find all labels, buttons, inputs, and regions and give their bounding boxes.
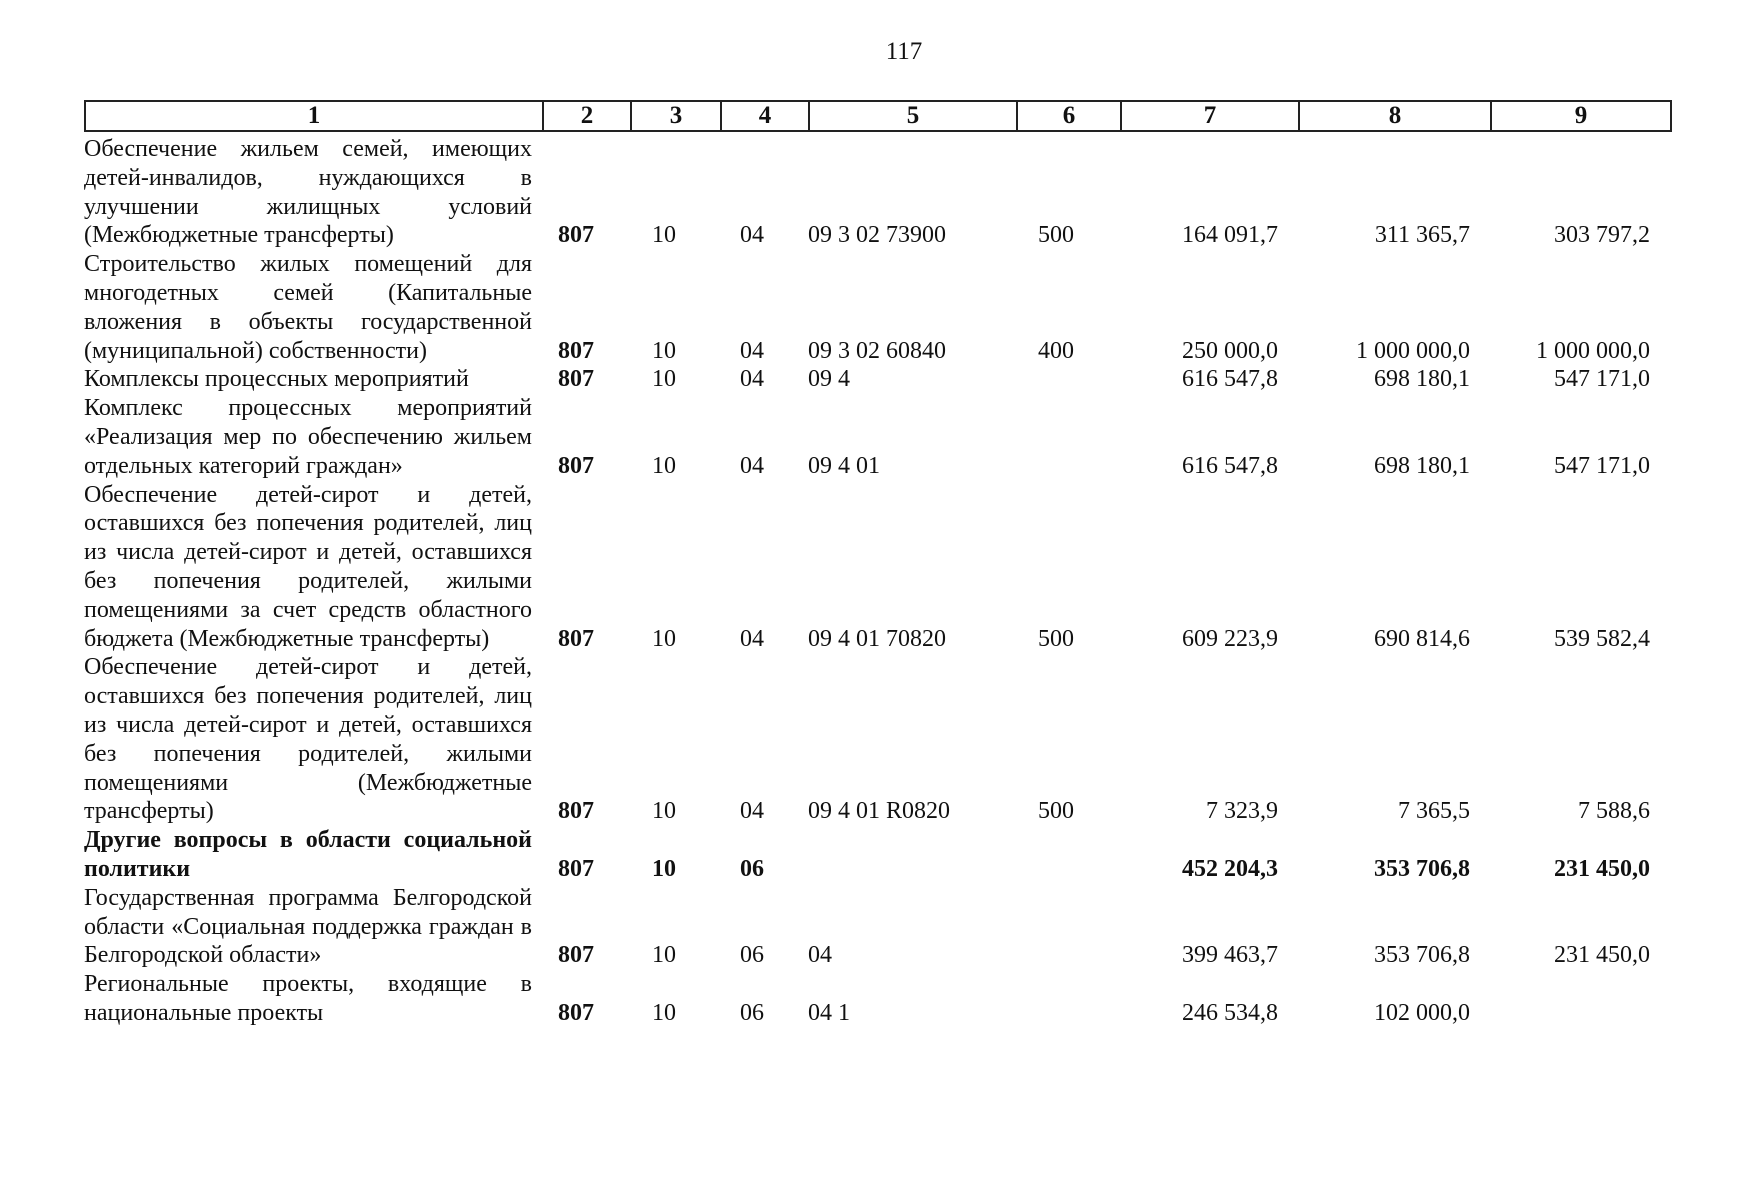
budget-table-body [84,135,1674,1028]
cell-ministry-code: 807 [558,999,594,1026]
cell-section: 10 [652,452,676,479]
cell-subsection: 04 [740,798,764,825]
cell-expense-type: 500 [1038,625,1074,652]
cell-amount-col9: 231 450,0 [1554,942,1650,969]
cell-amount-col7: 164 091,7 [1182,222,1278,249]
cell-target-article: 04 [808,942,832,969]
header-col-5: 5 [809,101,1017,131]
cell-expense-type: 500 [1038,798,1074,825]
cell-amount-col8: 698 180,1 [1374,452,1470,479]
table-row [84,135,1674,250]
cell-target-article: 04 1 [808,999,850,1026]
cell-amount-col7: 246 534,8 [1182,999,1278,1026]
cell-expense-type: 500 [1038,222,1074,249]
header-col-7: 7 [1121,101,1299,131]
cell-target-article: 09 4 01 [808,452,880,479]
column-header-table [84,100,1672,132]
cell-amount-col9: 303 797,2 [1554,222,1650,249]
cell-amount-col9: 547 171,0 [1554,452,1650,479]
table-row [84,481,1674,654]
cell-section: 10 [652,337,676,364]
header-col-4: 4 [721,101,809,131]
cell-expense-type: 400 [1038,337,1074,364]
cell-subsection: 04 [740,625,764,652]
cell-subsection: 06 [740,942,764,969]
cell-subsection: 04 [740,452,764,479]
cell-section: 10 [652,798,676,825]
cell-amount-col9: 7 588,6 [1578,798,1650,825]
table-row [84,884,1674,970]
cell-amount-col7: 616 547,8 [1182,452,1278,479]
cell-subsection: 04 [740,366,764,393]
cell-amount-col8: 353 706,8 [1374,942,1470,969]
cell-amount-col9: 1 000 000,0 [1536,337,1650,364]
cell-target-article: 09 4 [808,366,850,393]
cell-amount-col8: 7 365,5 [1398,798,1470,825]
cell-amount-col8: 1 000 000,0 [1356,337,1470,364]
table-row [84,365,1674,394]
table-row-section-total [84,826,1674,884]
cell-subsection: 04 [740,222,764,249]
cell-section: 10 [652,855,676,882]
cell-amount-col7: 609 223,9 [1182,625,1278,652]
cell-ministry-code: 807 [558,366,594,393]
cell-amount-col9: 231 450,0 [1554,855,1650,882]
table-row [84,394,1674,480]
header-row [85,101,1671,131]
cell-amount-col8: 698 180,1 [1374,366,1470,393]
row-name: Региональные проекты, входящие в национальные проекты [84,971,532,1026]
cell-ministry-code: 807 [558,625,594,652]
cell-amount-col8: 353 706,8 [1374,855,1470,882]
cell-ministry-code: 807 [558,337,594,364]
cell-ministry-code: 807 [558,798,594,825]
cell-section: 10 [652,942,676,969]
cell-ministry-code: 807 [558,942,594,969]
cell-target-article: 09 3 02 73900 [808,222,946,249]
cell-amount-col7: 452 204,3 [1182,855,1278,882]
cell-section: 10 [652,366,676,393]
row-name: Обеспечение детей-сирот и детей, оставшихся без попечения родителей, лиц из числа детей-сирот и детей, оставшихся без попечения родителей, жилыми помещениями (Межбюджетные трансферты) [84,654,532,825]
header-col-8: 8 [1299,101,1491,131]
header-col-9: 9 [1491,101,1671,131]
cell-subsection: 06 [740,855,764,882]
cell-target-article: 09 4 01 70820 [808,625,946,652]
table-row [84,970,1674,1028]
cell-amount-col8: 102 000,0 [1374,999,1470,1026]
row-name: Комплекс процессных мероприятий «Реализация мер по обеспечению жильем отдельных категорий граждан» [84,395,532,479]
cell-ministry-code: 807 [558,452,594,479]
cell-section: 10 [652,222,676,249]
table-row [84,250,1674,365]
header-col-1: 1 [85,101,543,131]
row-name: Комплексы процессных мероприятий [84,366,469,393]
cell-amount-col8: 690 814,6 [1374,625,1470,652]
header-col-6: 6 [1017,101,1121,131]
cell-amount-col8: 311 365,7 [1374,222,1470,249]
page-number: 117 [885,38,923,65]
row-name: Другие вопросы в области социальной политики [84,827,532,882]
cell-amount-col9: 539 582,4 [1554,625,1650,652]
cell-amount-col7: 399 463,7 [1182,942,1278,969]
cell-section: 10 [652,625,676,652]
cell-subsection: 06 [740,999,764,1026]
cell-ministry-code: 807 [558,855,594,882]
cell-amount-col7: 250 000,0 [1182,337,1278,364]
row-name: Обеспечение жильем семей, имеющих детей-инвалидов, нуждающихся в улучшении жилищных условий (Межбюджетные трансферты) [84,136,532,249]
cell-section: 10 [652,999,676,1026]
row-name: Государственная программа Белгородской области «Социальная поддержка граждан в Белгородской области» [84,884,532,969]
cell-target-article: 09 3 02 60840 [808,337,946,364]
cell-target-article: 09 4 01 R0820 [808,798,951,825]
cell-ministry-code: 807 [558,222,594,249]
header-col-2: 2 [543,101,631,131]
cell-amount-col7: 616 547,8 [1182,366,1278,393]
row-name: Строительство жилых помещений для многодетных семей (Капитальные вложения в объекты государственной (муниципальной) собственности) [84,251,532,364]
cell-subsection: 04 [740,337,764,364]
row-name: Обеспечение детей-сирот и детей, оставшихся без попечения родителей, лиц из числа детей-сирот и детей, оставшихся без попечения родителей, жилыми помещениями за счет средств областного бюджета (Межбюджетные трансферты) [84,481,532,652]
table-row [84,653,1674,826]
cell-amount-col7: 7 323,9 [1206,798,1278,825]
header-col-3: 3 [631,101,721,131]
cell-amount-col9: 547 171,0 [1554,366,1650,393]
